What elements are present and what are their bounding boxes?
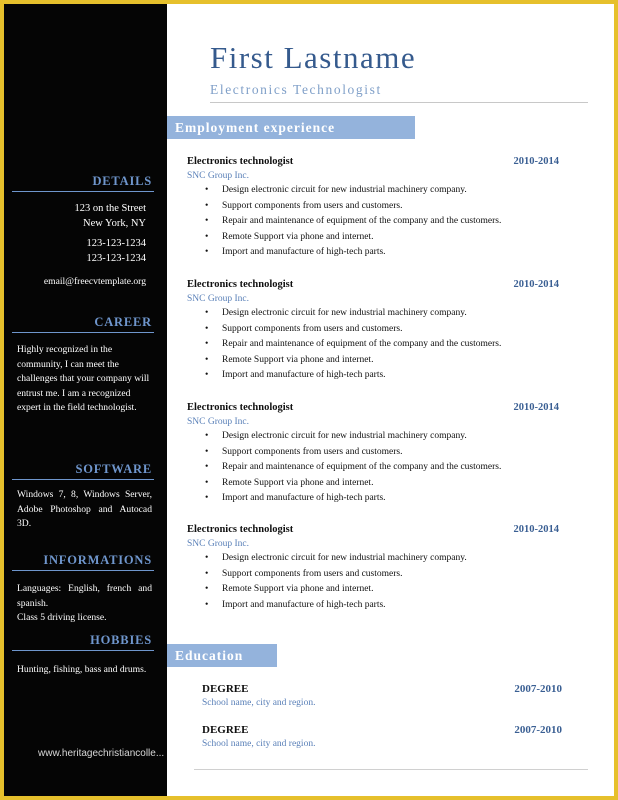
software-divider: [12, 479, 154, 480]
job-duty: • Repair and maintenance of equipment of the company and the customers.: [187, 214, 559, 230]
informations-languages: Languages: English, french and spanish.: [17, 583, 152, 609]
job-title: Electronics technologist: [187, 402, 294, 413]
job-duties: [187, 306, 559, 384]
job-duty: • Remote Support via phone and internet.: [187, 582, 559, 598]
job-title-row: [187, 402, 559, 416]
degree-title: DEGREE: [202, 683, 249, 695]
job-duty: • Repair and maintenance of equipment of the company and the customers.: [187, 337, 559, 353]
job-years: 2010-2014: [513, 524, 559, 535]
job-duty: • Import and manufacture of high-tech parts.: [187, 245, 559, 261]
job-entry: [187, 524, 559, 613]
job-duty: • Repair and maintenance of equipment of the company and the customers.: [187, 460, 559, 476]
degree-years: 2007-2010: [514, 683, 562, 695]
sidebar: [4, 4, 167, 796]
job-duty: • Remote Support via phone and internet.: [187, 353, 559, 369]
job-duty: • Import and manufacture of high-tech parts.: [187, 491, 559, 507]
job-duty: • Remote Support via phone and internet.: [187, 476, 559, 492]
job-subtitle: Electronics Technologist: [210, 82, 382, 97]
header-divider: [210, 102, 588, 103]
job-duty: • Design electronic circuit for new industrial machinery company.: [187, 183, 559, 199]
job-title: Electronics technologist: [187, 156, 294, 167]
job-duty: • Import and manufacture of high-tech parts.: [187, 598, 559, 614]
job-duties: [187, 429, 559, 507]
watermark: www.heritagechristiancolle...: [38, 748, 165, 759]
job-duty: • Remote Support via phone and internet.: [187, 230, 559, 246]
job-company: SNC Group Inc.: [187, 294, 250, 304]
phone-1: 123-123-1234: [86, 238, 146, 249]
software-heading: SOFTWARE: [75, 462, 152, 476]
address-line-2: New York, NY: [82, 218, 146, 229]
job-duties: [187, 183, 559, 261]
job-entry: [187, 279, 559, 384]
job-duty: • Import and manufacture of high-tech parts.: [187, 368, 559, 384]
informations-divider: [12, 570, 154, 571]
job-company: SNC Group Inc.: [187, 539, 250, 549]
job-title-row: [187, 156, 559, 170]
job-duty: • Design electronic circuit for new industrial machinery company.: [187, 429, 559, 445]
hobbies-divider: [12, 650, 154, 651]
job-duties: [187, 551, 559, 613]
job-duty: • Design electronic circuit for new industrial machinery company.: [187, 551, 559, 567]
job-title-row: [187, 279, 559, 293]
employment-section-heading: Employment experience: [167, 116, 415, 139]
job-title: Electronics technologist: [187, 279, 294, 290]
email: email@freecvtemplate.org: [43, 276, 146, 287]
education-entry: [202, 724, 562, 749]
job-company: SNC Group Inc.: [187, 417, 250, 427]
job-duty: • Support components from users and customers.: [187, 199, 559, 215]
career-heading: CAREER: [94, 315, 152, 329]
job-duty: • Support components from users and customers.: [187, 445, 559, 461]
degree-title: DEGREE: [202, 724, 249, 736]
address-line-1: 123 on the Street: [74, 203, 146, 214]
degree-years: 2007-2010: [514, 724, 562, 736]
career-divider: [12, 332, 154, 333]
details-heading: DETAILS: [92, 174, 152, 188]
school-name: School name, city and region.: [202, 698, 316, 708]
job-duty: • Support components from users and customers.: [187, 567, 559, 583]
school-name: School name, city and region.: [202, 739, 316, 749]
footer-divider: [194, 769, 588, 770]
hobbies-text: Hunting, fishing, bass and drums.: [17, 664, 147, 675]
details-divider: [12, 191, 154, 192]
informations-heading: INFORMATIONS: [43, 553, 152, 567]
job-title-row: [187, 524, 559, 538]
informations-license: Class 5 driving license.: [17, 612, 107, 623]
job-years: 2010-2014: [513, 279, 559, 290]
job-entry: [187, 402, 559, 507]
job-years: 2010-2014: [513, 156, 559, 167]
job-title: Electronics technologist: [187, 524, 294, 535]
software-text: Windows 7, 8, Windows Server, Adobe Photoshop and Autocad 3D.: [17, 489, 152, 529]
job-company: SNC Group Inc.: [187, 171, 250, 181]
degree-row: [202, 683, 562, 698]
job-years: 2010-2014: [513, 402, 559, 413]
job-duty: • Design electronic circuit for new industrial machinery company.: [187, 306, 559, 322]
career-text: Highly recognized in the community, I can meet the challenges that your company will entrust me. I am a recognized expert in the field technologist.: [17, 344, 150, 413]
job-duty: • Support components from users and customers.: [187, 322, 559, 338]
education-section-heading: Education: [167, 644, 277, 667]
job-entry: [187, 156, 559, 261]
degree-row: [202, 724, 562, 739]
full-name: First Lastname: [210, 40, 417, 75]
hobbies-heading: HOBBIES: [90, 633, 152, 647]
resume-page: [4, 4, 614, 796]
phone-2: 123-123-1234: [86, 253, 146, 264]
education-entry: [202, 683, 562, 708]
